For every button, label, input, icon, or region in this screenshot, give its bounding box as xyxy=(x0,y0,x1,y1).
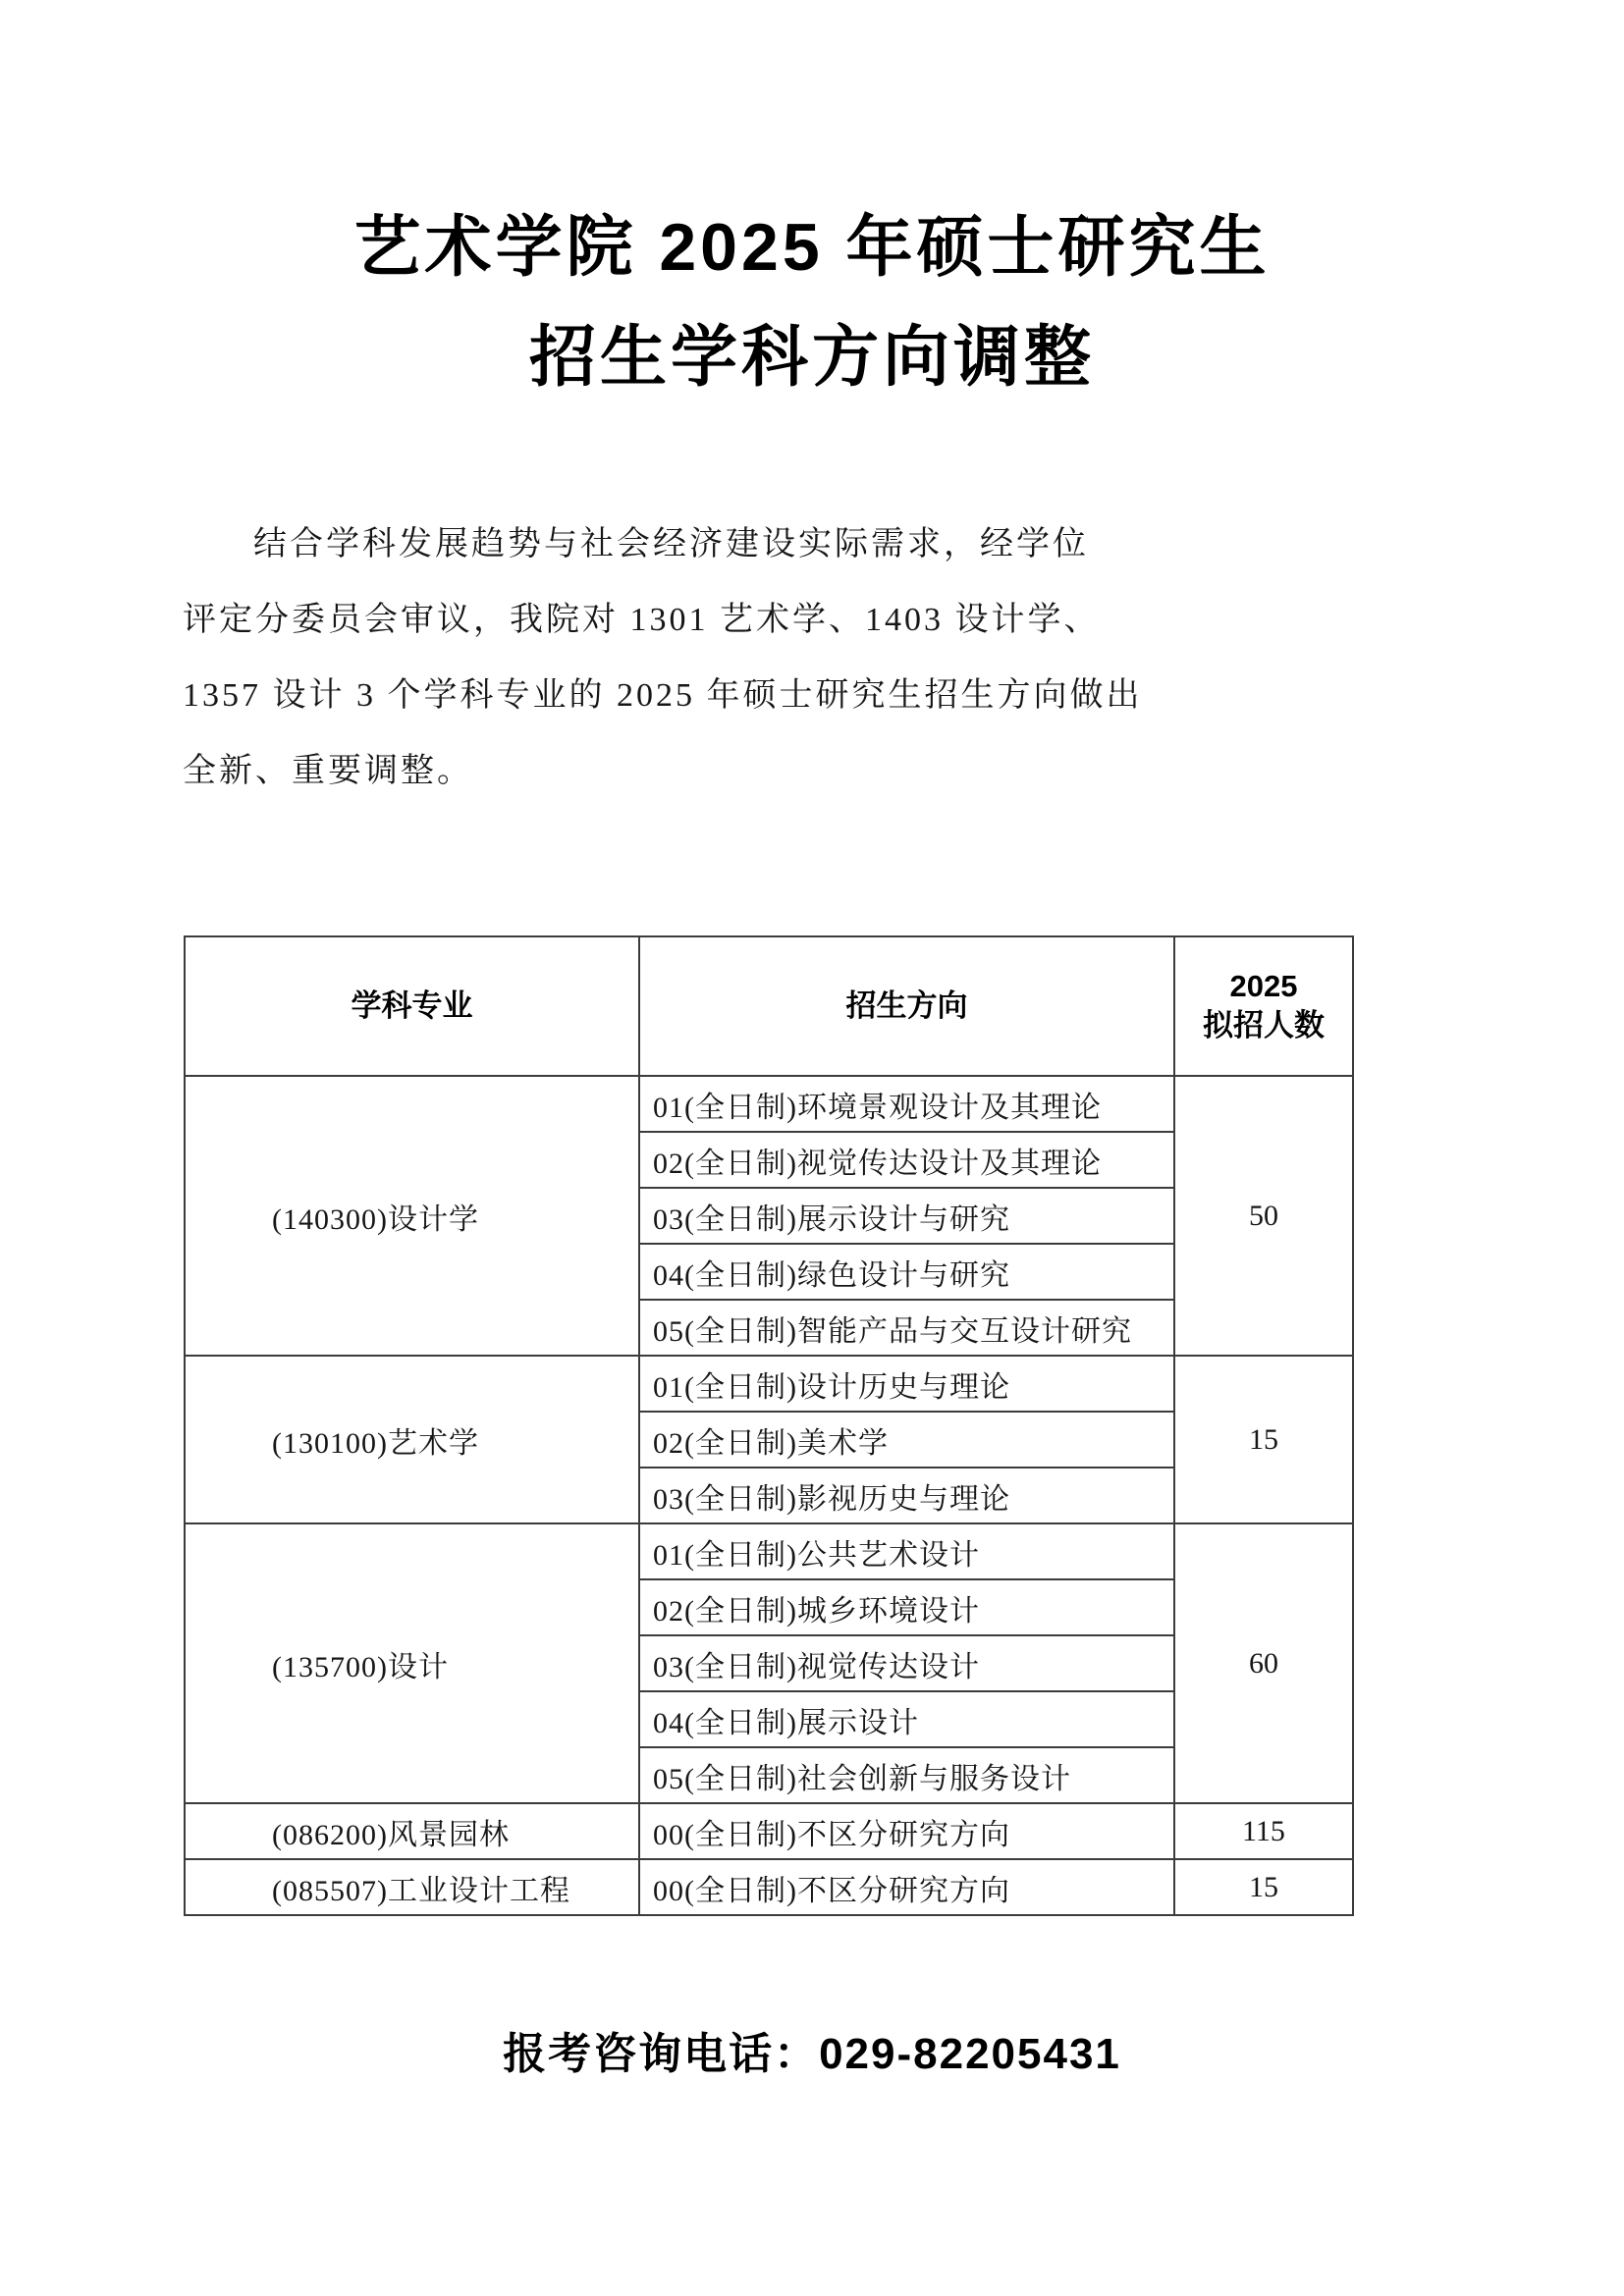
intro-paragraph-line: 全新、重要调整。 xyxy=(183,753,473,789)
header-major: 学科专业 xyxy=(185,936,639,1076)
direction-cell: 00(全日制)不区分研究方向 xyxy=(639,1803,1174,1859)
intro-paragraph-line: 1357 设计 3 个学科专业的 2025 年硕士研究生招生方向做出 xyxy=(183,677,1143,714)
direction-cell: 02(全日制)美术学 xyxy=(639,1412,1174,1468)
header-quota xyxy=(1174,936,1353,1076)
document-title-line1: 艺术学院 2025 年硕士研究生 xyxy=(353,210,1271,285)
major-cell: (130100)艺术学 xyxy=(185,1356,639,1523)
intro-paragraph-line: 结合学科发展趋势与社会经济建设实际需求，经学位 xyxy=(253,526,1089,562)
enrollment-table-body xyxy=(185,1076,1353,1915)
header-direction: 招生方向 xyxy=(639,936,1174,1076)
direction-cell: 01(全日制)环境景观设计及其理论 xyxy=(639,1076,1174,1132)
direction-cell: 03(全日制)展示设计与研究 xyxy=(639,1188,1174,1244)
quota-cell: 60 xyxy=(1174,1523,1353,1803)
table-header-row xyxy=(185,936,1353,1076)
direction-cell: 02(全日制)城乡环境设计 xyxy=(639,1579,1174,1635)
major-cell: (085507)工业设计工程 xyxy=(185,1859,639,1915)
direction-cell: 00(全日制)不区分研究方向 xyxy=(639,1859,1174,1915)
contact-phone: 报考咨询电话：029-82205431 xyxy=(503,2030,1121,2078)
document-title-line2: 招生学科方向调整 xyxy=(528,320,1095,395)
direction-cell: 04(全日制)绿色设计与研究 xyxy=(639,1244,1174,1300)
quota-cell: 115 xyxy=(1174,1803,1353,1859)
table-row xyxy=(185,1859,1353,1915)
major-cell: (135700)设计 xyxy=(185,1523,639,1803)
quota-cell: 15 xyxy=(1174,1356,1353,1523)
intro-paragraph-line: 评定分委员会审议，我院对 1301 艺术学、1403 设计学、 xyxy=(183,602,1101,638)
direction-cell: 05(全日制)智能产品与交互设计研究 xyxy=(639,1300,1174,1356)
major-cell: (086200)风景园林 xyxy=(185,1803,639,1859)
direction-cell: 04(全日制)展示设计 xyxy=(639,1691,1174,1747)
intro-paragraph xyxy=(183,507,1194,809)
direction-cell: 02(全日制)视觉传达设计及其理论 xyxy=(639,1132,1174,1188)
direction-cell: 03(全日制)视觉传达设计 xyxy=(639,1635,1174,1691)
direction-cell: 03(全日制)影视历史与理论 xyxy=(639,1468,1174,1523)
direction-cell: 01(全日制)公共艺术设计 xyxy=(639,1523,1174,1579)
table-row xyxy=(185,1076,1353,1132)
major-cell: (140300)设计学 xyxy=(185,1076,639,1356)
quota-cell: 50 xyxy=(1174,1076,1353,1356)
table-row xyxy=(185,1803,1353,1859)
table-row xyxy=(185,1523,1353,1579)
direction-cell: 01(全日制)设计历史与理论 xyxy=(639,1356,1174,1412)
direction-cell: 05(全日制)社会创新与服务设计 xyxy=(639,1747,1174,1803)
table-row xyxy=(185,1356,1353,1412)
quota-cell: 15 xyxy=(1174,1859,1353,1915)
header-quota-line1: 2025 xyxy=(1229,969,1298,1003)
header-quota-line2: 拟招人数 xyxy=(1203,1008,1325,1042)
enrollment-table xyxy=(184,935,1354,1916)
